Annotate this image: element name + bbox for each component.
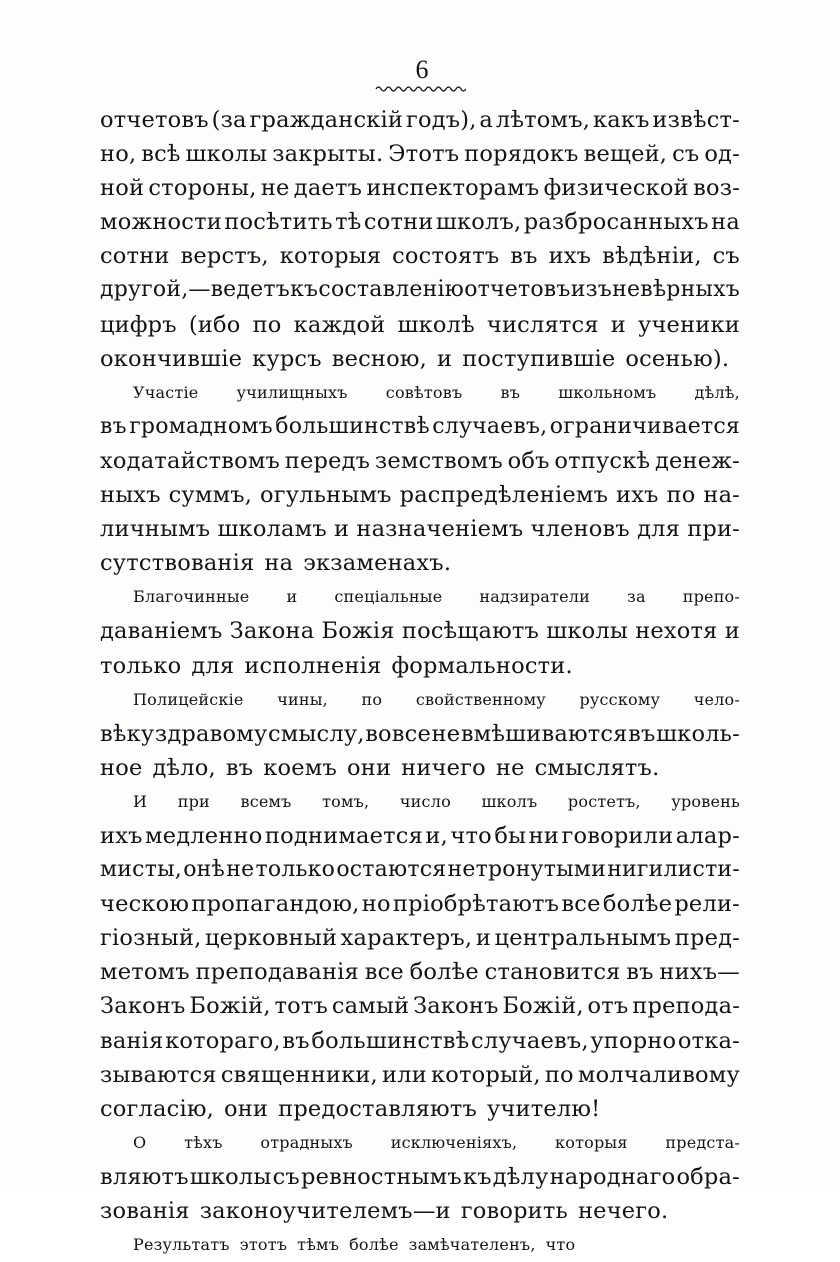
word: съ [672, 141, 700, 168]
word: дѣло, [152, 754, 216, 781]
word: гіозный, [100, 925, 202, 952]
word: дѣлу [492, 1163, 549, 1190]
word: бы [494, 822, 527, 849]
text-line [100, 1024, 740, 1058]
word: въ [626, 959, 654, 986]
word: смыслу, [267, 720, 365, 747]
word: ревностнымъ [300, 1163, 462, 1190]
word: болѣе [409, 959, 479, 986]
word: громадномъ [129, 413, 273, 439]
word: не [260, 175, 290, 202]
word: ное [100, 754, 143, 781]
text-line [100, 785, 740, 819]
text-line [100, 273, 740, 307]
word: преподаванія [195, 959, 359, 986]
word: ничего [401, 754, 486, 781]
word: инспекторамъ [366, 175, 540, 202]
word: вещей, [583, 141, 668, 168]
word: при [177, 791, 210, 811]
word: объ [507, 447, 550, 474]
word: (за [211, 107, 247, 133]
word: всѣ [141, 141, 181, 168]
word: по [361, 689, 383, 709]
text-line [100, 205, 740, 239]
word: цифръ [100, 311, 177, 338]
word: ихъ [548, 243, 592, 270]
word: Участіе [133, 382, 199, 402]
word: школы [546, 618, 628, 645]
wavy-ornament-icon [374, 84, 466, 94]
text-line [100, 921, 740, 955]
word: сотни [363, 209, 434, 236]
word: или [382, 1061, 427, 1088]
page-header [0, 56, 840, 94]
word: передъ [284, 447, 371, 474]
word: нихъ— [659, 959, 740, 986]
word: тотъ [274, 993, 329, 1020]
text-line [100, 751, 740, 785]
word: не [226, 857, 255, 883]
word: даваніемъ [100, 618, 223, 645]
word: въ [628, 720, 656, 747]
text-line [100, 1194, 740, 1228]
word: ванія [100, 1027, 164, 1054]
paragraph [100, 376, 740, 581]
text-line [100, 1160, 740, 1194]
word: въ [225, 754, 254, 781]
word: обра- [676, 1163, 740, 1190]
word: надзиратели [479, 587, 590, 607]
word: состоятъ [392, 243, 500, 270]
text-line [100, 683, 740, 717]
word: Божій, [502, 993, 584, 1020]
word: извѣст- [652, 107, 740, 133]
text-line [100, 1228, 740, 1262]
word: по [252, 311, 282, 338]
word: ходатайствомъ [100, 447, 281, 474]
word: большинствѣ [311, 1027, 470, 1054]
text-line [100, 853, 740, 887]
word: для [637, 516, 681, 543]
word: воз- [693, 175, 740, 202]
word: спеціальные [334, 587, 443, 607]
paragraph [100, 785, 740, 1126]
word: ограничивается [549, 413, 740, 439]
word: препода- [632, 993, 740, 1020]
word: Божія [321, 618, 395, 645]
text-line [100, 1092, 740, 1126]
word: школъ [481, 791, 538, 811]
word: центральнымъ [494, 925, 672, 952]
word: съ [712, 243, 740, 270]
text-line [100, 512, 740, 546]
word: и [724, 618, 740, 645]
word: которыя [279, 243, 382, 270]
word: церковный [204, 925, 338, 952]
word: этотъ [239, 1235, 288, 1255]
word: но [361, 891, 391, 918]
text-line [100, 478, 740, 512]
word: ныхъ [100, 482, 161, 509]
word: который, [431, 1061, 541, 1088]
word: чело- [693, 689, 740, 709]
text-line [100, 1126, 740, 1160]
word: разбросанныхъ [523, 209, 709, 236]
paragraph [100, 103, 740, 376]
word: метомъ [100, 959, 190, 986]
word: учителю! [487, 1095, 601, 1122]
word: все [364, 959, 404, 986]
word: что [545, 1235, 576, 1255]
word: земствомъ [374, 447, 503, 474]
word: лѣтомъ, [495, 107, 591, 133]
word: исполненія [244, 652, 382, 679]
word: верстъ, [180, 243, 269, 270]
word: училищныхъ [236, 382, 348, 402]
word: нехотя [635, 618, 718, 645]
word: отрадныхъ [260, 1132, 353, 1152]
word: за [627, 587, 646, 607]
word: остаются [336, 857, 447, 883]
word: совѣтовъ [385, 382, 463, 402]
word: медленно [145, 822, 263, 849]
text-line [100, 614, 740, 648]
word: все [561, 891, 601, 918]
word: томъ, [322, 791, 370, 811]
text-line [100, 1058, 740, 1092]
word: молчаливому [577, 1061, 740, 1088]
word: ихъ [100, 822, 143, 849]
word: тѣ [335, 209, 362, 236]
word: самый [331, 993, 410, 1020]
word: поступившіе [462, 345, 616, 372]
word: народнаго [549, 1163, 676, 1190]
word: здравому [154, 720, 268, 747]
word: которыя [555, 1132, 628, 1152]
word: законоучителемъ—и [199, 1198, 451, 1224]
word: можности [100, 209, 222, 236]
word: И [133, 791, 148, 811]
word: посѣтить [224, 209, 333, 236]
word: О [133, 1132, 147, 1152]
word: исключеніяхъ, [390, 1132, 518, 1152]
word: школь- [656, 720, 740, 747]
word: сотни [100, 243, 170, 270]
word: при- [687, 516, 740, 543]
word: предста- [665, 1132, 740, 1152]
word: вляютъ [100, 1163, 189, 1190]
word: нигилисти- [607, 857, 740, 883]
word: осенью). [625, 345, 730, 372]
word: говорить [460, 1198, 568, 1224]
word: дѣлѣ, [694, 382, 740, 402]
word: мисты, [100, 857, 182, 883]
word: ной [100, 175, 145, 202]
word: какъ [592, 107, 650, 133]
paragraph [100, 683, 740, 785]
word: говорили [561, 822, 674, 849]
word: и [475, 925, 492, 952]
word: вмѣшиваются [460, 720, 628, 747]
word: рели- [674, 891, 740, 918]
word: чины, [277, 689, 328, 709]
word: уровень [671, 791, 740, 811]
word: замѣчателенъ, [408, 1235, 536, 1255]
word: тѣхъ [184, 1132, 223, 1152]
word: болѣе [349, 1235, 399, 1255]
paragraph [100, 1228, 740, 1262]
paragraph [100, 1126, 740, 1228]
word: годъ), [405, 107, 477, 133]
word: другой,—ведетъ [100, 277, 290, 303]
word: по [544, 1061, 574, 1088]
word: нечего. [577, 1198, 669, 1224]
word: пропагандою, [191, 891, 360, 918]
word: въ [500, 382, 521, 402]
word: личнымъ [100, 516, 211, 543]
word: въ [510, 243, 538, 270]
text-line [100, 308, 740, 342]
word: на- [703, 482, 740, 509]
word: и, [425, 822, 448, 849]
word: формальности. [391, 652, 573, 679]
text-line [100, 410, 740, 444]
word: Этотъ [388, 141, 460, 168]
word: суммъ, [168, 482, 253, 509]
word: Законъ [100, 993, 186, 1020]
word: школѣ [397, 311, 475, 338]
word: тѣмъ [297, 1235, 340, 1255]
word: число [399, 791, 451, 811]
word: членовъ [530, 516, 630, 543]
word: ческою [100, 891, 190, 918]
text-line [100, 342, 740, 376]
word: зываются [100, 1061, 217, 1088]
word: въ [100, 413, 127, 439]
word: котораго, [165, 1027, 281, 1054]
text-line [100, 717, 740, 751]
word: алар- [675, 822, 740, 849]
word: и [334, 516, 350, 543]
word: посѣщаютъ [401, 618, 540, 645]
word: отчетовъ [100, 107, 209, 133]
word: изъ [570, 277, 612, 303]
word: ни [528, 822, 560, 849]
word: окончившіе [100, 345, 243, 372]
text-line [100, 239, 740, 273]
word: къ [462, 1163, 492, 1190]
word: школьномъ [558, 382, 657, 402]
word: Закона [229, 618, 315, 645]
text-line [100, 546, 740, 580]
page-number: 6 [415, 55, 429, 84]
word: отчетовъ [464, 277, 571, 303]
word: отъ [587, 993, 629, 1020]
text-line [100, 376, 740, 410]
word: всемъ [240, 791, 292, 811]
text-line [100, 444, 740, 478]
word: школы [185, 141, 268, 168]
word: вѣдѣніи, [602, 243, 702, 270]
word: согласію, [100, 1095, 214, 1122]
word: денеж- [654, 447, 740, 474]
word: смыслятъ. [534, 754, 660, 781]
word: ученики [638, 311, 740, 338]
body-text [100, 103, 740, 1262]
word: на [264, 550, 294, 577]
word: Законъ [413, 993, 499, 1020]
word: вовсе [365, 720, 431, 747]
text-line [100, 580, 740, 614]
text-line [100, 649, 740, 683]
word: невѣрныхъ [612, 277, 740, 303]
word: ихъ [616, 482, 659, 509]
word: (ибо [188, 311, 241, 338]
word: и [437, 345, 453, 372]
word: поднимается [264, 822, 423, 849]
word: характеръ, [340, 925, 473, 952]
word: Божій, [189, 993, 271, 1020]
word: большинствѣ [275, 413, 430, 439]
word: ростетъ, [567, 791, 641, 811]
word: русскому [579, 689, 661, 709]
word: упорно [590, 1027, 677, 1054]
word: болѣе [602, 891, 673, 918]
word: коемъ [263, 754, 338, 781]
word: гражданскій [249, 107, 404, 133]
word: но, [100, 141, 137, 168]
word: не [431, 720, 461, 747]
word: въ [282, 1027, 310, 1054]
word: для [191, 652, 235, 679]
word: они [347, 754, 392, 781]
word: священники, [220, 1061, 378, 1088]
word: только [100, 652, 182, 679]
word: огульнымъ [260, 482, 392, 509]
word: что [450, 822, 492, 849]
word: не [495, 754, 525, 781]
word: пред- [674, 925, 740, 952]
word: порядокъ [464, 141, 579, 168]
word: назначеніемъ [356, 516, 524, 543]
text-line [100, 103, 740, 137]
word: отпускѣ [554, 447, 651, 474]
text-line [100, 887, 740, 921]
word: сутствованія [100, 550, 255, 577]
text-line [100, 989, 740, 1023]
word: случаевъ, [432, 413, 548, 439]
word: закрыты. [272, 141, 384, 168]
word: съ [272, 1163, 300, 1190]
word: свойственному [415, 689, 546, 709]
word: Полицейскіе [133, 689, 244, 709]
word: онѣ [183, 857, 225, 883]
word: распредѣленіемъ [399, 482, 609, 509]
word: по [666, 482, 696, 509]
word: школъ, [435, 209, 522, 236]
word: числятся [486, 311, 599, 338]
word: вѣку [100, 720, 155, 747]
word: даетъ [293, 175, 363, 202]
word: они [223, 1095, 269, 1122]
text-line [100, 137, 740, 171]
word: Благочинные [133, 587, 250, 607]
word: отка- [677, 1027, 740, 1054]
text-line [100, 171, 740, 205]
word: и [610, 311, 626, 338]
word: только [255, 857, 336, 883]
word: а [479, 107, 494, 133]
word: физической [543, 175, 689, 202]
word: пріобрѣтаютъ [392, 891, 560, 918]
word: курсъ [252, 345, 322, 372]
word: препо- [682, 587, 740, 607]
word: зованія [100, 1198, 190, 1224]
word: и [286, 587, 298, 607]
word: на [711, 209, 740, 236]
word: од- [704, 141, 740, 168]
word: школамъ [217, 516, 327, 543]
word: весною, [331, 345, 428, 372]
word: школы [189, 1163, 272, 1190]
text-line [100, 955, 740, 989]
word: стороны, [148, 175, 257, 202]
word: предоставляютъ [278, 1095, 478, 1122]
word: случаевъ, [471, 1027, 589, 1054]
text-line [100, 819, 740, 853]
word: каждой [293, 311, 386, 338]
word: Результатъ [133, 1235, 230, 1255]
word: становится [484, 959, 621, 986]
paragraph [100, 580, 740, 682]
word: нетронутыми [447, 857, 606, 883]
word: къ [290, 277, 319, 303]
word: составленію [318, 277, 465, 303]
word: экзаменахъ. [303, 550, 452, 577]
